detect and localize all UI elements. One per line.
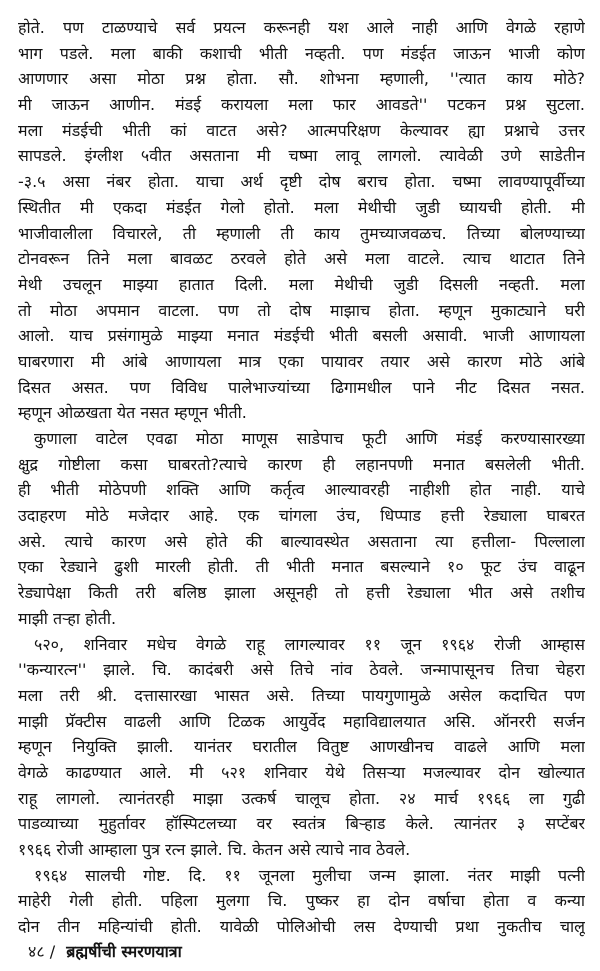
text-line: घाबरणारा मी आंबे आणायला मात्र एका पायावर तयार असे कारण मोठे आंबे — [18, 351, 585, 371]
text-line: मेथी उचलून माझ्या हातात दिली. मला मेथीची जुडी दिसली नव्हती. मला — [18, 274, 585, 294]
text-line: क्षुद्र गोष्टीला कसा घाबरतो?त्याचे कारण ही लहानपणी मनात बसलेली भीती. — [18, 454, 585, 474]
text-line: ''कन्यारत्न'' झाले. चि. कादंबरी असे तिचे नांव ठेवले. जन्मापासूनच तिचा चेहरा — [18, 660, 585, 680]
text-line: दिसत असत. पण विविध पालेभाज्यांच्या ढिगामधील पाने नीट दिसत नसत. — [18, 377, 585, 397]
page-footer — [28, 940, 182, 964]
book-title: ब्रह्मर्षीची स्मरणयात्रा — [66, 942, 182, 961]
text-line: मला तरी श्री. दत्तासारखा भासत असे. तिच्या पायगुणामुळे असेल कदाचित पण — [18, 685, 585, 705]
text-line: आलो. याच प्रसंगामुळे माझ्या मनात मंडईची भीती बसली असावी. भाजी आणायला — [18, 326, 585, 346]
text-line: म्हणून नियुक्ति झाली. यानंतर घरातील वितुष्ट आणखीनच वाढले आणि मला — [18, 737, 585, 757]
text-line: राहू लागलो. त्यानंतरही माझा उत्कर्ष चालूच होता. २४ मार्च १९६६ ला गुढी — [18, 788, 585, 808]
text-line: तो मोठा अपमान वाटला. पण तो दोष माझाच होता. म्हणून मुकाट्याने घरी — [18, 300, 585, 320]
text-line: उदाहरण मोठे मजेदार आहे. एक चांगला उंच, धिप्पाड हत्ती रेड्याला घाबरत — [18, 506, 585, 526]
text-line: आणणार असा मोठा प्रश्न होता. सौ. शोभना म्हणाली, ''त्यात काय मोठे? — [18, 69, 585, 89]
text-line: भाग पडले. मला बाकी कशाची भीती नव्हती. पण मंडईत जाऊन भाजी कोण — [18, 43, 585, 63]
text-line: रेड्यापेक्षा किती तरी बलिष्ठ झाला असूनही तो हत्ती रेड्याला भीत असे तशीच — [18, 583, 585, 603]
text-line: १९६६ रोजी आम्हाला पुत्र रत्न झाले. चि. केतन असे त्याचे नाव ठेवले. — [18, 840, 411, 859]
text-line: सापडले. इंग्लीश ५वीत असताना मी चष्मा लावू लागलो. त्यावेळी उणे साडेतीन — [18, 146, 585, 166]
text-line: होते. पण टाळण्याचे सर्व प्रयत्न करूनही यश आले नाही आणि वेगळे रहाणे — [18, 18, 585, 37]
text-line: ही भीती मोठेपणी शक्ति आणि कर्तृत्व आल्यावरही नाहीशी होत नाही. याचे — [18, 480, 585, 500]
text-line: पाडव्याच्या मुहुर्तावर हॉस्पिटलच्या वर स्वतंत्र बिऱ्हाड केले. त्यानंतर ३ सप्टेंबर — [18, 814, 585, 834]
text-line: मला मंडईची भीती कां वाटत असे? आत्मपरिक्षण केल्यावर ह्या प्रश्नाचे उत्तर — [18, 120, 585, 140]
text-line: वेगळे काढण्यात आले. मी ५२१ शनिवार येथे तिसऱ्या मजल्यावर दोन खोल्यात — [18, 762, 585, 782]
text-line: एका रेड्याने ढुशी मारली होती. ती भीती मनात बसल्याने १० फूट उंच वाढून — [18, 557, 585, 577]
text-line: दोन तीन महिन्यांची होती. यावेळी पोलिओची लस देण्याची प्रथा नुकतीच चालू — [18, 917, 585, 937]
text-line: माहेरी गेली होती. पहिला मुलगा चि. पुष्कर हा दोन वर्षाचा होता व कन्या — [18, 891, 585, 911]
text-line: माझी प्रॅक्टीस वाढली आणि टिळक आयुर्वेद महाविद्यालयात असि. ऑनररी सर्जन — [18, 711, 585, 731]
text-line: म्हणून ओळखता येत नसत म्हणून भीती. — [18, 403, 247, 423]
text-line: भाजीवालीला विचारले, ती म्हणाली ती काय तुमच्याजवळच. तिच्या बोलण्याच्या — [18, 223, 585, 243]
text-line: -३.५ असा नंबर होता. याचा अर्थ दृष्टी दोष बराच होता. चष्मा लावण्यापूर्वीच्या — [18, 172, 585, 192]
page-number: ४८ / — [28, 942, 56, 961]
paragraph-first-line: १९६४ सालची गोष्ट. दि. ११ जूनला मुलीचा जन्म झाला. नंतर माझी पत्नी — [34, 865, 585, 885]
paragraph-first-line: ५२०, शनिवार मधेच वेगळे राहू लागल्यावर ११ जून १९६४ रोजी आम्हास — [34, 634, 585, 654]
text-line: टोनवरून तिने मला बावळट ठरवले होते असे मला वाटले. त्याच थाटात तिने — [18, 249, 585, 269]
text-line: माझी तऱ्हा होती. — [18, 608, 117, 628]
paragraph-first-line: कुणाला वाटेल एवढा मोठा माणूस साडेपाच फूटी आणि मंडई करण्यासारख्या — [34, 429, 585, 448]
page-body-text — [18, 15, 585, 940]
text-line: स्थितीत मी एकदा मंडईत गेलो होतो. मला मेथीची जुडी घ्यायची होती. मी — [18, 197, 585, 217]
text-line: असे. त्याचे कारण असे होते की बाल्यावस्थेत असताना त्या हत्तीला- पिल्लाला — [18, 531, 585, 551]
text-line: मी जाऊन आणीन. मंडई करायला मला फार आवडते'' पटकन प्रश्न सुटला. — [18, 95, 585, 115]
